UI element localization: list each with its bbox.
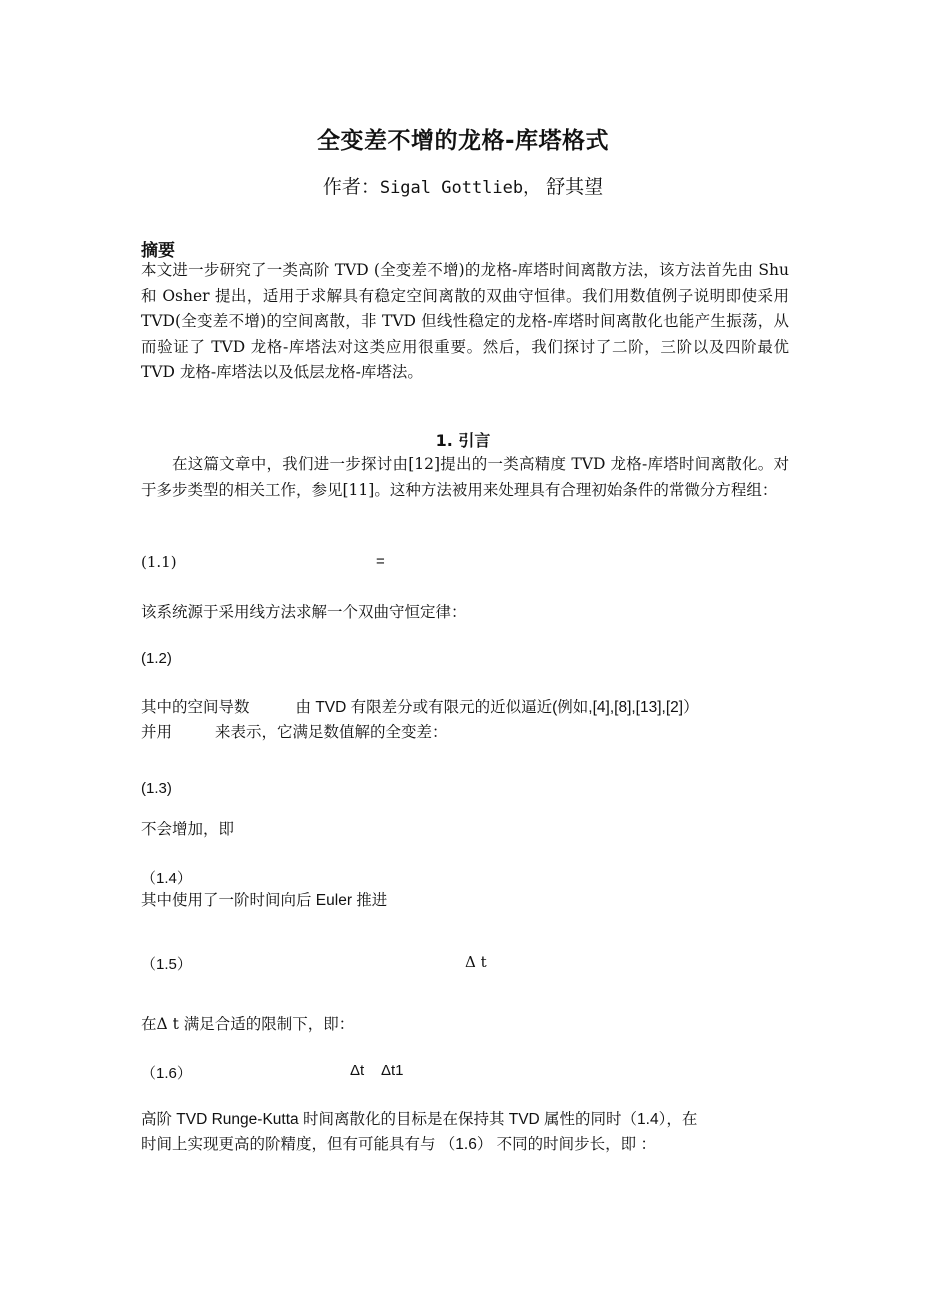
paper-title: 全变差不增的龙格-库塔格式 [316,128,610,154]
equation-1-6-delta-t1: Δt1 [381,1062,404,1079]
euler-line: 其中使用了一阶时间向后 Euler 推进 [141,892,388,909]
conservation-law-line: 该系统源于采用线方法求解一个双曲守恒定律： [141,603,467,621]
equation-1-2-number: (1.2) [141,650,172,667]
spatial-derivative-line-1 [141,696,699,719]
equation-1-6-number: （1.6） [141,1065,192,1082]
no-increase-line: 不会增加，即 [141,820,235,838]
author-line [0,172,926,199]
equation-1-1-number: (1.1) [141,553,177,571]
author-prefix: 作者： [322,176,380,198]
author-shu: 舒其望 [546,176,604,198]
abstract-text: 本文进一步研究了一类高阶 TVD (全变差不增)的龙格-库塔时间离散方法，该方法首先由 Shu 和 Osher 提出，适用于求解具有稳定空间离散的双曲守恒律。我们用数值例子说明即使采用 TVD(全变差不增)的空间离散，非 TVD 但线性稳定的龙格-库塔时间离散化也能产生振荡，从而验证了 TVD 龙格-库塔法对这类应用很重要。然后，我们探讨了二阶，三阶以及四阶最优 TVD 龙格-库塔法以及低层龙格-库塔法。 [141,261,789,381]
section-1-title: 1. 引言 [435,431,491,450]
intro-paragraph: 在这篇文章中，我们进一步探讨由[12]提出的一类高精度 TVD 龙格-库塔时间离散化。对于多步类型的相关工作，参见[11]。这种方法被用来处理具有合理初始条件的常微分方程组： [141,455,789,499]
goal-line-2: 时间上实现更高的阶精度，但有可能具有与 （1.6） 不同的时间步长，即 ： [141,1136,656,1153]
equation-1-5-delta-t: Δ t [465,953,487,971]
equation-1-1-equals: = [376,553,385,570]
spatial-derivative-text-a: 其中的空间导数 [141,698,250,716]
spatial-derivative-line-2 [141,721,448,743]
goal-line-1: 高阶 TVD Runge-Kutta 时间离散化的目标是在保持其 TVD 属性的同时（1.4），在 [141,1111,698,1128]
equation-1-3-number: (1.3) [141,780,172,797]
spatial-derivative-text-b: 由 TVD 有限差分或有限元的近似逼近(例如,[4],[8],[13],[2]） [295,699,699,716]
equation-1-5-number: （1.5） [141,956,192,973]
equation-1-6-delta-t: Δt [350,1062,365,1079]
spatial-derivative-text-c: 并用 [141,723,173,741]
abstract-heading: 摘要 [141,241,175,261]
equation-1-4-number: （1.4） [141,870,192,887]
spatial-derivative-text-d: 来表示，它满足数值解的全变差： [215,723,448,741]
author-gottlieb: Sigal Gottlieb， [379,178,541,198]
restriction-line: 在Δ t 满足合适的限制下，即： [141,1015,355,1033]
